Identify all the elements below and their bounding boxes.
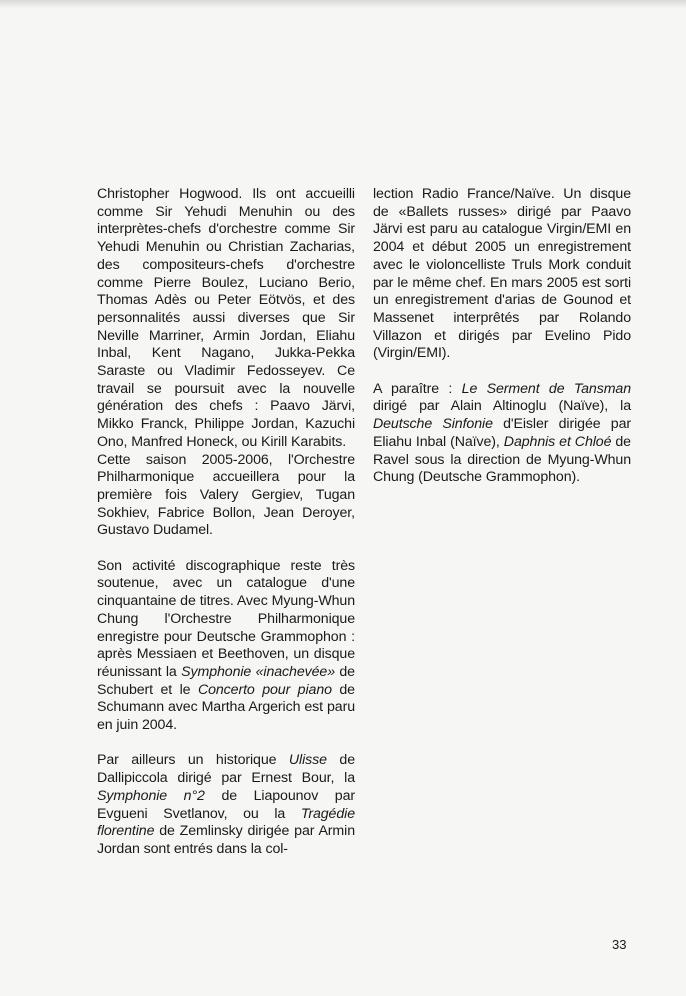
paragraph-discography: Son activité discographique reste très soutenue, avec un catalogue d'une cinquantaine de titres. Avec Myung-Whun Chung l'Orchestre Philharmonique enregistre pour Deutsche Grammophon : après Messiaen et Beethoven, un disque réunissant la Symphonie «inachevée» de Schubert et le Concerto pour piano de Schumann avec Martha Argerich est paru en juin 2004. [97,557,355,734]
right-column [373,186,631,505]
page-number: 33 [612,937,627,952]
paragraph-radio-france-catalogue: lection Radio France/Naïve. Un disque de «Ballets russes» dirigé par Paavo Järvi est paru au catalogue Virgin/EMI en 2004 et début 2005 un enregistrement avec le violoncelliste Truls Mork conduit par le même chef. En mars 2005 est sorti un enregistrement d'arias de Gounod et Massenet interprêtés par Rolando Villazon et dirigés par Evelino Pido (Virgin/EMI). [373,186,631,362]
paragraph-orchestra-guests: Christopher Hogwood. Ils ont accueilli comme Sir Yehudi Menuhin ou des interprètes-chefs d'orchestre comme Sir Yehudi Menuhin ou Christian Zacharias, des compositeurs-chefs d'orchestre comme Pierre Boulez, Luciano Berio, Thomas Adès ou Peter Eötvös, et des personnalités aussi diverses que Sir Neville Marriner, Armin Jordan, Eliahu Inbal, Kent Nagano, Jukka-Pekka Saraste ou Vladimir Fedosseyev. Ce travail se poursuit avec la nouvelle génération des chefs : Paavo Järvi, Mikko Franck, Philippe Jordan, Kazuchi Ono, Manfred Honeck, ou Kirill Karabits. Cette saison 2005-2006, l'Orchestre Philharmonique accueillera pour la première fois Valery Gergiev, Tugan Sokhiev, Fabrice Bollon, Jean Deroyer, Gustavo Dudamel. [97,186,355,539]
paragraph-historic-recordings: Par ailleurs un historique Ulisse de Dallipiccola dirigé par Ernest Bour, la Symphonie n°2 de Liapounov par Evgueni Svetlanov, ou la Tragédie florentine de Zemlinsky dirigée par Armin Jordan sont entrés dans la col- [97,752,356,857]
left-column [97,186,355,876]
paragraph-forthcoming: A paraître : Le Serment de Tansman dirigé par Alain Altinoglu (Naïve), la Deutsche Sinfonie d'Eisler dirigée par Eliahu Inbal (Naïve), Daphnis et Chloé de Ravel sous la direction de Myung-Whun Chung (Deutsche Grammophon). [373,380,632,486]
scan-edge [0,0,686,8]
